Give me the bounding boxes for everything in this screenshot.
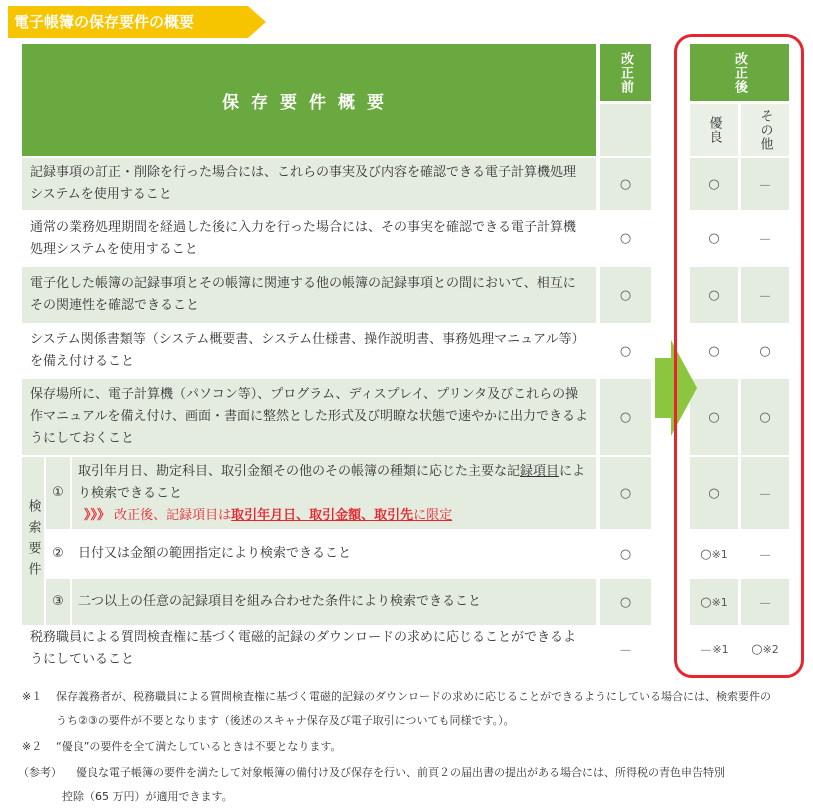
row-5-other: ○ bbox=[741, 379, 789, 455]
requirement-row-3: 電子化した帳簿の記録事項とその帳簿に関連する他の帳簿の記録事項との間において、相互にその関連性を確認できること bbox=[22, 267, 596, 323]
row-2-other: － bbox=[741, 212, 789, 265]
search-num-3 bbox=[46, 579, 70, 625]
search-1-other: － bbox=[741, 457, 789, 529]
search-item-1-note-post: に限定 bbox=[413, 508, 453, 523]
page-title: 電子帳簿の保存要件の概要 bbox=[14, 13, 195, 31]
note-arrow-icon: 》》》 bbox=[84, 508, 111, 523]
requirement-row-2: 通常の業務処理期間を経過した後に入力を行った場合には、その事実を確認できる電子計算機処理システムを使用すること bbox=[22, 212, 596, 265]
search-2-before: ○ bbox=[600, 531, 651, 577]
download-excellent-note: ※1 bbox=[712, 642, 729, 656]
download-other-note: ※2 bbox=[762, 642, 779, 656]
download-row: 税務職員による質問検査権に基づく電磁的記録のダウンロードの求めに応じることができるようにしていること bbox=[22, 627, 596, 671]
download-before: － bbox=[600, 627, 651, 671]
search-3-before: ○ bbox=[600, 579, 651, 625]
search-num-3-label: ③ bbox=[52, 594, 64, 609]
reference-label: （参考） bbox=[18, 766, 62, 779]
row-5-excellent: ○ bbox=[690, 379, 738, 455]
revision-highlight-frame bbox=[674, 34, 804, 678]
footnote-2-label: ※２ bbox=[22, 740, 43, 753]
header-excellent-label: 優良 bbox=[706, 116, 722, 144]
search-item-2: 日付又は金額の範囲指定により検索できること bbox=[72, 531, 596, 577]
search-3-other: － bbox=[741, 579, 789, 625]
header-after-label: 改正後 bbox=[732, 51, 747, 94]
requirement-row-5: 保存場所に、電子計算機（パソコン等）、プログラム、ディスプレイ、プリンタ及びこれらの操作マニュアルを備え付け、画面・書面に整然とした形式及び明瞭な状態で速やかに出力できるようにしておくこと bbox=[22, 379, 596, 455]
header-summary-label: 保存要件概要 bbox=[222, 92, 396, 113]
search-3-excellent-note: ※1 bbox=[711, 595, 728, 609]
search-num-2 bbox=[46, 531, 70, 577]
search-item-1-note-bold: 取引年月日、取引金額、取引先 bbox=[231, 508, 414, 523]
footnote-1-line1: 保存義務者が、税務職員による質問検査権に基づく電磁的記録のダウンロードの求めに応じることができるようにしている場合には、検索要件の bbox=[56, 690, 771, 703]
search-item-1-pre: 取引年月日、勘定科目、取引金額その他のその帳簿の種類に応じた主要な記 bbox=[78, 464, 521, 479]
header-summary bbox=[22, 44, 596, 156]
row-4-before: ○ bbox=[600, 325, 651, 377]
row-3-other: － bbox=[741, 267, 789, 323]
header-before bbox=[600, 44, 651, 101]
reference-line2: 控除（65 万円）が適用できます。 bbox=[62, 790, 233, 803]
search-label-cell bbox=[22, 457, 44, 625]
row-5-before: ○ bbox=[600, 379, 651, 455]
download-other-mark: ○ bbox=[751, 641, 763, 657]
footnote-2-text: “優良”の要件を全て満たしているときは不要となります。 bbox=[56, 740, 342, 753]
download-excellent-mark: － bbox=[699, 643, 713, 659]
row-4-other: ○ bbox=[741, 325, 789, 377]
search-2-excellent-mark: ○ bbox=[700, 546, 712, 562]
search-item-1-note-pre: 改正後、記録項目は bbox=[114, 508, 232, 523]
search-2-excellent-note: ※1 bbox=[711, 547, 728, 561]
footnote-1-label: ※１ bbox=[22, 690, 43, 703]
row-3-excellent: ○ bbox=[690, 267, 738, 323]
title-banner bbox=[8, 6, 266, 38]
search-num-1-label: ① bbox=[52, 485, 64, 500]
row-1-excellent: ○ bbox=[690, 158, 738, 210]
header-other-label: その他 bbox=[757, 109, 773, 151]
search-3-excellent-mark: ○ bbox=[700, 594, 712, 610]
search-item-1-ul: 録項目 bbox=[520, 464, 560, 479]
search-2-other: － bbox=[741, 531, 789, 577]
search-item-3: 二つ以上の任意の記録項目を組み合わせた条件により検索できること bbox=[72, 579, 596, 625]
header-before-label: 改正前 bbox=[618, 51, 633, 94]
requirement-row-1: 記録事項の訂正・削除を行った場合には、これらの事実及び内容を確認できる電子計算機処理システムを使用すること bbox=[22, 158, 596, 210]
row-1-other: － bbox=[741, 158, 789, 210]
footnote-1-line2: うち②③の要件が不要となります（後述のスキャナ保存及び電子取引についても同様です。）。 bbox=[56, 714, 515, 727]
search-num-2-label: ② bbox=[52, 546, 64, 561]
requirement-row-4: システム関係書類等（システム概要書、システム仕様書、操作説明書、事務処理マニュアル等）を備え付けること bbox=[22, 325, 596, 377]
row-1-before: ○ bbox=[600, 158, 651, 210]
row-2-excellent: ○ bbox=[690, 212, 738, 265]
row-2-before: ○ bbox=[600, 212, 651, 265]
search-item-1-post: により検索できること bbox=[78, 464, 586, 501]
search-1-before: ○ bbox=[600, 457, 651, 529]
search-1-excellent: ○ bbox=[690, 457, 738, 529]
header-before-sub bbox=[600, 104, 651, 156]
row-4-excellent: ○ bbox=[690, 325, 738, 377]
row-3-before: ○ bbox=[600, 267, 651, 323]
search-label: 検索要件 bbox=[25, 499, 41, 583]
reference-line1: 優良な電子帳簿の要件を満たして対象帳簿の備付け及び保存を行い、前頁２の届出書の提出がある場合には、所得税の青色申告特別 bbox=[76, 766, 725, 779]
search-item-1 bbox=[72, 457, 596, 529]
search-num-1 bbox=[46, 457, 70, 529]
